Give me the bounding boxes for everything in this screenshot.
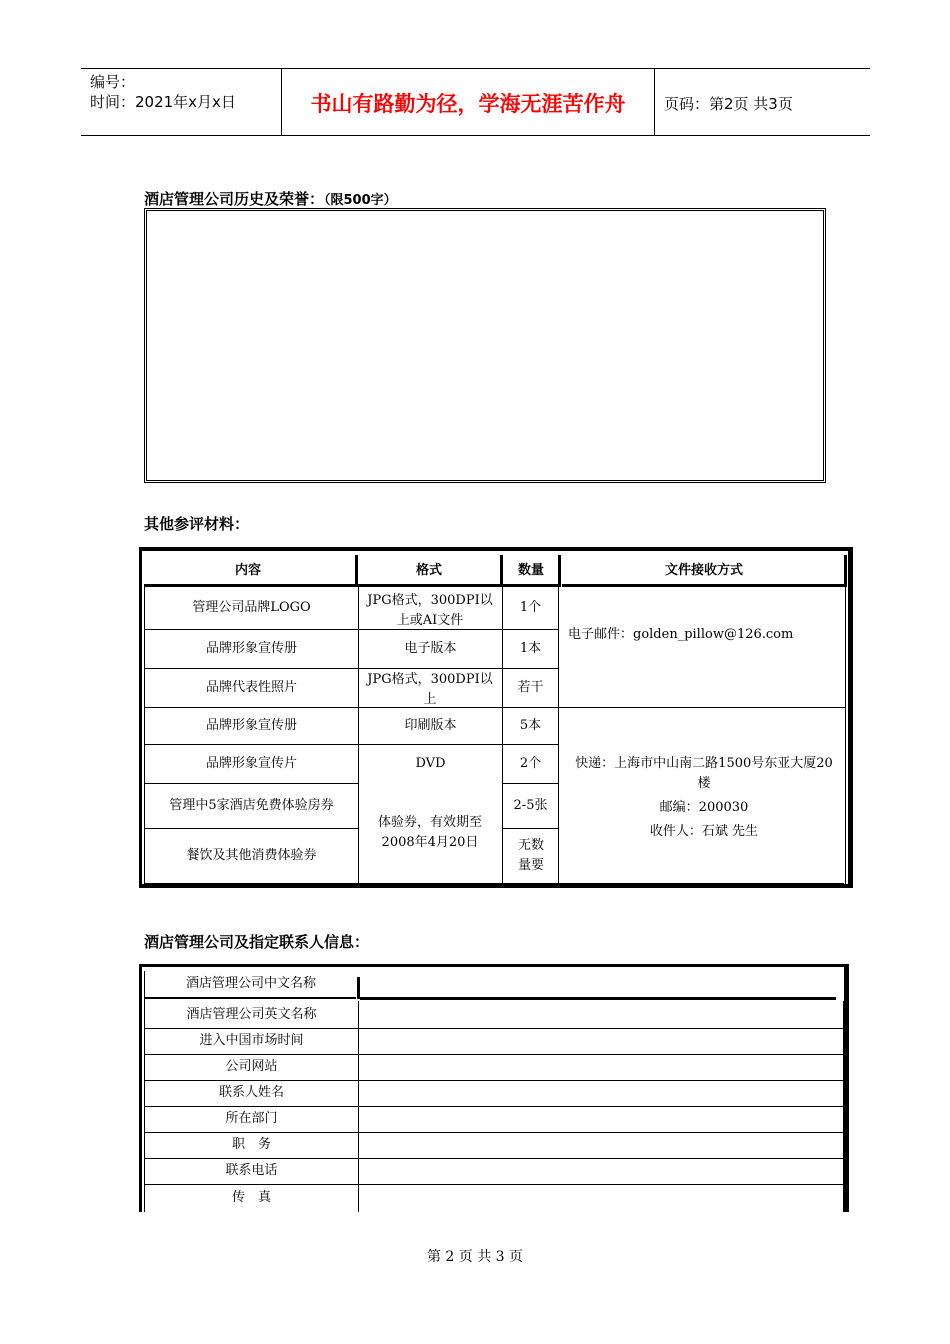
materials-header-quantity: 数量	[517, 563, 544, 578]
material-quantity: 若干	[517, 679, 544, 695]
email-method: 电子邮件：golden_pillow@126.com	[568, 627, 794, 642]
contact-value-field[interactable]	[360, 971, 836, 997]
materials-header-method: 文件接收方式	[664, 563, 743, 578]
contact-field-label: 进入中国市场时间	[199, 1033, 304, 1048]
contact-section-title: 酒店管理公司及指定联系人信息：	[144, 933, 370, 951]
material-content: 管理中5家酒店免费体验房券	[169, 797, 334, 813]
document-time-label: 时间：2021年x月x日	[90, 93, 236, 111]
materials-section-title: 其他参评材料：	[144, 515, 250, 533]
table-bottom-rule	[144, 883, 844, 886]
contact-field-label: 所在部门	[225, 1111, 278, 1126]
material-content: 品牌形象宣传册	[205, 717, 297, 733]
header-meta	[90, 72, 236, 112]
page-footer: 第 2 页 共 3 页	[426, 1249, 524, 1265]
material-content: 品牌代表性照片	[205, 679, 297, 695]
row-line	[502, 828, 558, 829]
materials-header-content: 内容	[234, 563, 261, 578]
material-content: 餐饮及其他消费体验券	[186, 847, 317, 863]
contact-value-field[interactable]	[359, 1132, 843, 1158]
express-recipient: 收件人：石斌 先生	[649, 824, 759, 839]
material-content: 管理公司品牌LOGO	[192, 600, 311, 615]
contact-value-field[interactable]	[359, 1054, 843, 1080]
material-format: DVD	[415, 755, 446, 771]
materials-header-format: 格式	[415, 563, 442, 578]
header-divider	[654, 68, 655, 136]
material-format: JPG格式，300DPI以上	[367, 672, 493, 706]
material-content: 品牌形象宣传片	[205, 755, 297, 771]
history-input-box[interactable]	[144, 208, 826, 483]
material-quantity: 5本	[519, 717, 542, 733]
contact-field-label: 联系电话	[225, 1163, 278, 1178]
material-format: 电子版本	[404, 640, 457, 656]
header-divider	[558, 555, 561, 587]
material-quantity: 1个	[519, 600, 542, 615]
material-content: 品牌形象宣传册	[205, 640, 297, 656]
contact-field-label: 酒店管理公司英文名称	[186, 1006, 317, 1022]
contact-value-field[interactable]	[359, 1080, 843, 1106]
contact-value-field[interactable]	[359, 1158, 843, 1184]
header-divider	[355, 555, 358, 587]
column-line	[558, 587, 559, 884]
header-rule	[358, 584, 500, 587]
contact-field-label: 酒店管理公司中文名称	[185, 976, 316, 991]
history-limit: （限500字）	[324, 193, 397, 208]
contact-value-field[interactable]	[359, 1028, 843, 1054]
express-postcode: 邮编：200030	[659, 800, 749, 815]
column-line	[845, 587, 846, 884]
header-motto: 书山有路勤为径，学海无涯苦作舟	[310, 92, 626, 116]
material-format: 印刷版本	[404, 717, 457, 733]
express-address: 快递：上海市中山南二路1500号东亚大厦20楼	[575, 756, 833, 791]
material-format: JPG格式，300DPI以上或AI文件	[367, 593, 493, 628]
header-top-rule	[81, 68, 870, 69]
header-rule	[360, 997, 836, 1000]
header-bottom-rule	[81, 135, 870, 136]
material-quantity: 2-5张	[513, 797, 548, 813]
header-divider	[500, 555, 503, 587]
header-page-label: 页码：第2页 共3页	[664, 95, 793, 113]
contact-field-label: 联系人姓名	[218, 1085, 284, 1100]
contact-field-label: 职 务	[231, 1137, 271, 1152]
contact-field-label: 公司网站	[225, 1059, 278, 1074]
history-section-title	[144, 188, 397, 209]
header-rule	[144, 997, 356, 999]
express-method	[564, 746, 844, 850]
header-rule	[562, 584, 846, 587]
materials-table	[139, 547, 853, 888]
header-divider	[844, 555, 847, 587]
contact-table	[139, 964, 849, 1212]
contact-value-field[interactable]	[359, 1184, 843, 1212]
material-quantity: 1本	[519, 640, 542, 656]
contact-value-field[interactable]	[359, 1106, 843, 1132]
material-quantity: 无数量要	[517, 838, 544, 873]
contact-field-label: 传 真	[231, 1190, 271, 1205]
voucher-format: 体验券，有效期至2008年4月20日	[377, 815, 482, 850]
document-number-label: 编号：	[90, 73, 136, 91]
material-quantity: 2个	[519, 755, 542, 771]
history-title: 酒店管理公司历史及荣誉：	[144, 190, 325, 208]
contact-value-field[interactable]	[359, 1001, 843, 1028]
